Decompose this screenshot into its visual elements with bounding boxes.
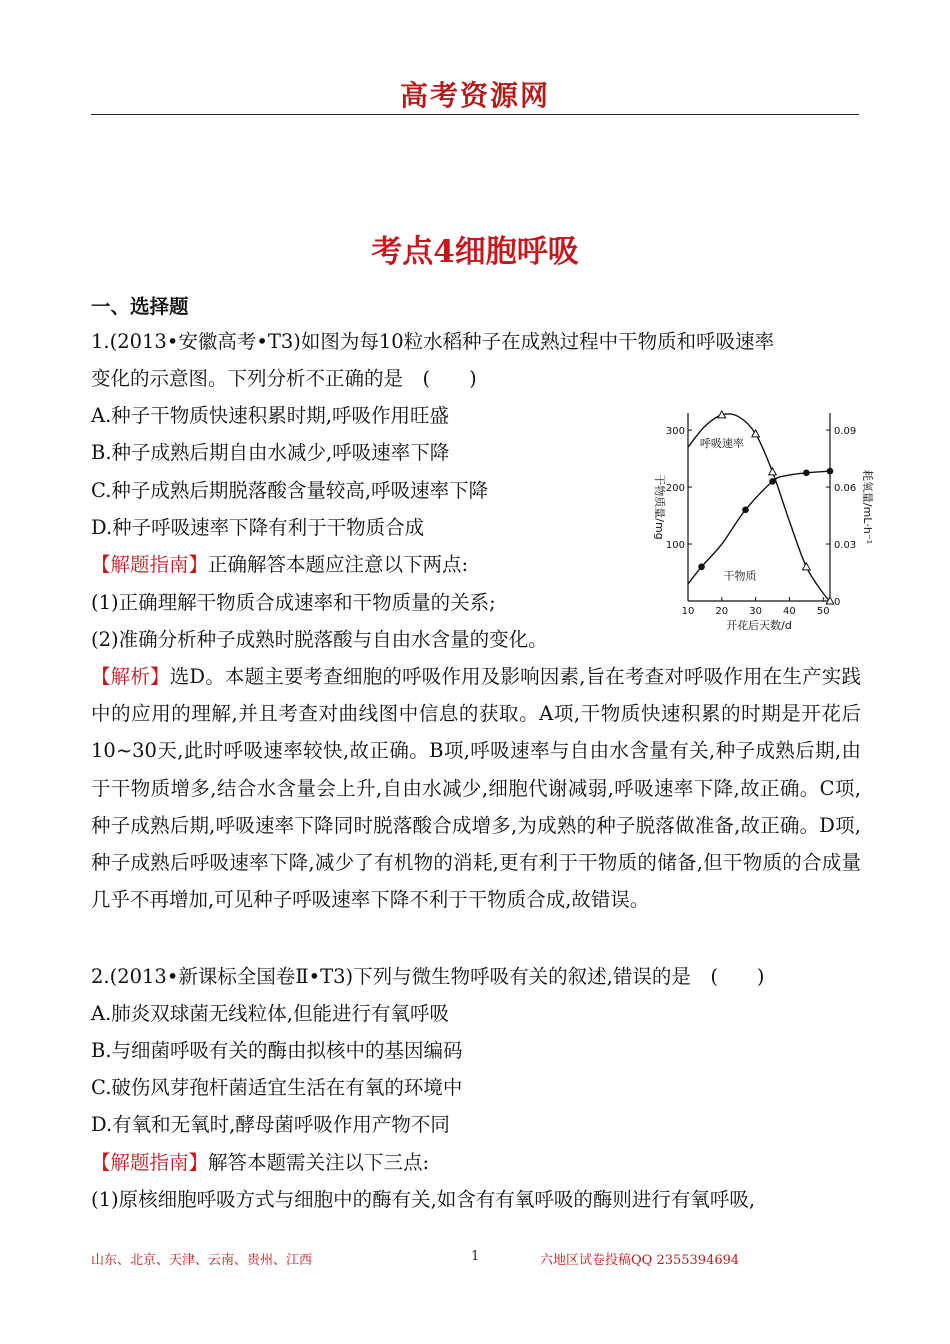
q2-guide-point-1: (1)原核细胞呼吸方式与细胞中的酶有关,如含有有氧呼吸的酶则进行有氧呼吸, [91,1188,756,1211]
series-label-respiration: 呼吸速率 [699,437,744,451]
y-left-tick-label: 100 [665,540,685,552]
dry-matter-marker [698,564,705,571]
y-axis-left-title: 干物质量/mg [653,474,666,540]
q1-guide [91,546,468,583]
q1-guide-point-1: (1)正确理解干物质合成速率和干物质量的关系; [91,591,496,614]
series-label-dry-matter: 干物质 [723,569,757,583]
q1-stem-line1: 1.(2013•安徽高考•T3)如图为每10粒水稻种子在成熟过程中干物质和呼吸速率 [91,330,775,353]
q1-analysis-tag: 【解析】 [91,665,170,688]
respiration-chart [642,405,874,637]
q2-guide [91,1144,429,1181]
q2-option-c: C.破伤风芽孢杆菌适宜生活在有氧的环境中 [91,1076,463,1099]
footer-contact: 六地区试卷投稿QQ 2355394694 [540,1253,740,1268]
x-tick-label: 20 [715,606,729,617]
q2-stem: 2.(2013•新课标全国卷Ⅱ•T3)下列与微生物呼吸有关的叙述,错误的是 ( ) [91,965,765,988]
dry-matter-marker [827,468,834,475]
x-tick-label: 50 [816,606,830,617]
q1-analysis [91,658,861,918]
dry-matter-marker [803,470,810,477]
q2-option-b: B.与细菌呼吸有关的酶由拟核中的基因编码 [91,1039,463,1062]
q1-guide-tag: 【解题指南】 [91,553,209,576]
y-right-tick-label: 0.03 [834,540,857,552]
q1-option-c: C.种子成熟后期脱落酸含量较高,呼吸速率下降 [91,479,489,502]
section-heading: 一、选择题 [91,295,189,318]
page-title: 考点4细胞呼吸 [371,234,579,270]
respiration-marker [769,468,777,475]
header-rule [91,114,859,115]
q2-guide-text: 解答本题需关注以下三点: [208,1151,430,1174]
q1-option-a: A.种子干物质快速积累时期,呼吸作用旺盛 [91,404,449,427]
y-left-tick-label: 200 [665,483,685,495]
y-right-tick-label: 0.09 [834,426,857,438]
q2-option-a: A.肺炎双球菌无线粒体,但能进行有氧呼吸 [91,1002,449,1025]
q1-analysis-text: 选D。本题主要考查细胞的呼吸作用及影响因素,旨在考查对呼吸作用在生产实践中的应用的理解,并且考查对曲线图中信息的获取。A项,干物质快速积累的时期是开花后10~30天,此时呼吸速率较快,故正确。B项,呼吸速率与自由水含量有关,种子成熟后期,由于干物质增多,结合水含量会上升,自由水减少,细胞代谢减弱,呼吸速率下降,故正确。C项,种子成熟后期,呼吸速率下降同时脱落酸合成增多,为成熟的种子脱落做准备,故正确。D项,种子成熟后呼吸速率下降,减少了有机物的消耗,更有利于干物质的储备,但干物质的合成量几乎不再增加,可见种子呼吸速率下降不利于干物质合成,故错误。 [91,665,861,912]
q2-guide-tag: 【解题指南】 [91,1151,209,1174]
x-axis-title: 开花后天数/d [726,619,792,632]
y-axis-right-title: 耗氧量/mL·h⁻¹ [861,469,874,545]
q2-option-d: D.有氧和无氧时,酵母菌呼吸作用产物不同 [91,1113,450,1136]
footer-page-number: 1 [471,1249,480,1264]
x-tick-label: 30 [749,606,762,617]
q1-option-b: B.种子成熟后期自由水减少,呼吸速率下降 [91,441,450,464]
footer-regions: 山东、北京、天津、云南、贵州、江西 [91,1253,313,1268]
dry-matter-marker [769,478,776,485]
y-left-tick-label: 300 [665,426,685,438]
x-tick-label: 10 [681,606,695,617]
q1-option-d: D.种子呼吸速率下降有利于干物质合成 [91,516,425,539]
y-right-tick-label: 0.06 [834,483,857,495]
y-right-tick-label: 0 [834,597,841,608]
x-tick-label: 40 [783,606,796,617]
respiration-marker [803,563,811,570]
header-logo: 高考资源网 [399,79,550,112]
q1-stem-line2: 变化的示意图。下列分析不正确的是 ( ) [91,367,477,390]
dry-matter-marker [742,507,749,514]
q1-guide-point-2: (2)准确分析种子成熟时脱落酸与自由水含量的变化。 [91,628,548,651]
q1-guide-text: 正确解答本题应注意以下两点: [208,553,469,576]
